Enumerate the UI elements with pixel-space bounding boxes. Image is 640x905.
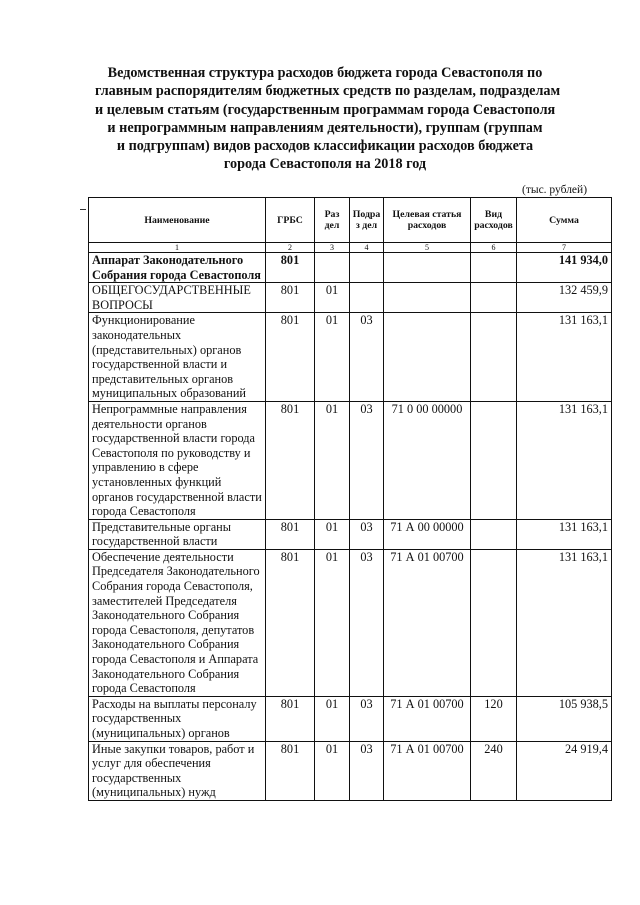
cell-target	[384, 313, 471, 402]
title-line: и подгруппам) видов расходов классификации расходов бюджета	[116, 138, 534, 155]
cell-name: Непрограммные направления деятельности органов государственной власти города Севастополя по руководству и управлению в сфере установленных функций органов государственной власти города Севастополя	[89, 401, 266, 519]
header-name: Наименование	[89, 198, 266, 243]
units-note: (тыс. рублей)	[522, 184, 588, 196]
column-number: 4	[350, 243, 384, 253]
cell-sum: 141 934,0	[517, 253, 612, 283]
title-line: города Севастополя на 2018 год	[223, 156, 427, 173]
title-line: и непрограммным направлениям деятельности), группам (группам	[107, 119, 543, 136]
cell-razdel: 01	[315, 313, 350, 402]
cell-name: ОБЩЕГОСУДАРСТВЕННЫЕ ВОПРОСЫ	[89, 283, 266, 313]
cell-name: Аппарат Законодательного Собрания города Севастополя	[89, 253, 266, 283]
table-header-row	[89, 198, 612, 243]
column-number: 5	[384, 243, 471, 253]
cell-podrazdel: 03	[350, 549, 384, 696]
cell-target: 71 А 01 00700	[384, 696, 471, 741]
cell-vid	[471, 253, 517, 283]
cell-target: 71 А 01 00700	[384, 741, 471, 800]
cell-vid: 240	[471, 741, 517, 800]
table-row	[89, 741, 612, 800]
cell-vid	[471, 549, 517, 696]
cell-vid: 120	[471, 696, 517, 741]
cell-target	[384, 283, 471, 313]
cell-podrazdel	[350, 283, 384, 313]
cell-razdel	[315, 253, 350, 283]
cell-podrazdel	[350, 253, 384, 283]
header-target: Целевая статья расходов	[384, 198, 471, 243]
table-row	[89, 401, 612, 519]
cell-sum: 105 938,5	[517, 696, 612, 741]
document-title	[95, 64, 561, 174]
cell-grbs: 801	[266, 549, 315, 696]
column-number: 6	[471, 243, 517, 253]
title-line: и целевым статьям (государственным программам города Севастополя	[95, 101, 556, 118]
cell-vid	[471, 313, 517, 402]
cell-sum: 132 459,9	[517, 283, 612, 313]
cell-podrazdel: 03	[350, 401, 384, 519]
cell-razdel: 01	[315, 696, 350, 741]
header-podrazdel: Подраз дел	[350, 198, 384, 243]
cell-target: 71 А 01 00700	[384, 549, 471, 696]
cell-sum: 131 163,1	[517, 313, 612, 402]
table-row	[89, 313, 612, 402]
cell-sum: 131 163,1	[517, 549, 612, 696]
cell-grbs: 801	[266, 313, 315, 402]
cell-name: Функционирование законодательных (представительных) органов государственной власти и представительных органов муниципальных образований	[89, 313, 266, 402]
cell-sum: 131 163,1	[517, 401, 612, 519]
cell-sum: 131 163,1	[517, 519, 612, 549]
cell-razdel: 01	[315, 519, 350, 549]
margin-tick	[80, 209, 86, 210]
title-line: Ведомственная структура расходов бюджета города Севастополя по	[107, 65, 543, 81]
title-line: главным распорядителям бюджетных средств по разделам, подразделам	[95, 83, 561, 100]
table-row	[89, 283, 612, 313]
cell-razdel: 01	[315, 283, 350, 313]
cell-name: Представительные органы государственной власти	[89, 519, 266, 549]
cell-razdel: 01	[315, 401, 350, 519]
table-row	[89, 696, 612, 741]
cell-podrazdel: 03	[350, 696, 384, 741]
cell-podrazdel: 03	[350, 519, 384, 549]
budget-table	[88, 197, 612, 801]
table-row	[89, 519, 612, 549]
table-row	[89, 549, 612, 696]
column-number: 7	[517, 243, 612, 253]
cell-grbs: 801	[266, 253, 315, 283]
header-grbs: ГРБС	[266, 198, 315, 243]
cell-name: Обеспечение деятельности Председателя Законодательного Собрания города Севастополя, заместителей Председателя Законодательного Собрания города Севастополя, депутатов Законодательного Собрания города Севастополя и Аппарата Законодательного Собрания города Севастополя	[89, 549, 266, 696]
cell-razdel: 01	[315, 549, 350, 696]
header-razdel: Раз дел	[315, 198, 350, 243]
cell-grbs: 801	[266, 519, 315, 549]
header-sum: Сумма	[517, 198, 612, 243]
table-row	[89, 253, 612, 283]
table-body	[89, 253, 612, 801]
column-number: 2	[266, 243, 315, 253]
column-number-row	[89, 243, 612, 253]
cell-name: Расходы на выплаты персоналу государственных (муниципальных) органов	[89, 696, 266, 741]
cell-target: 71 0 00 00000	[384, 401, 471, 519]
cell-razdel: 01	[315, 741, 350, 800]
cell-grbs: 801	[266, 283, 315, 313]
cell-podrazdel: 03	[350, 741, 384, 800]
cell-grbs: 801	[266, 696, 315, 741]
cell-sum: 24 919,4	[517, 741, 612, 800]
cell-vid	[471, 519, 517, 549]
cell-vid	[471, 283, 517, 313]
cell-name: Иные закупки товаров, работ и услуг для обеспечения государственных (муниципальных) нужд	[89, 741, 266, 800]
cell-vid	[471, 401, 517, 519]
cell-podrazdel: 03	[350, 313, 384, 402]
cell-target: 71 А 00 00000	[384, 519, 471, 549]
cell-grbs: 801	[266, 741, 315, 800]
cell-target	[384, 253, 471, 283]
column-number: 3	[315, 243, 350, 253]
column-number: 1	[89, 243, 266, 253]
cell-grbs: 801	[266, 401, 315, 519]
header-vid: Вид расходов	[471, 198, 517, 243]
